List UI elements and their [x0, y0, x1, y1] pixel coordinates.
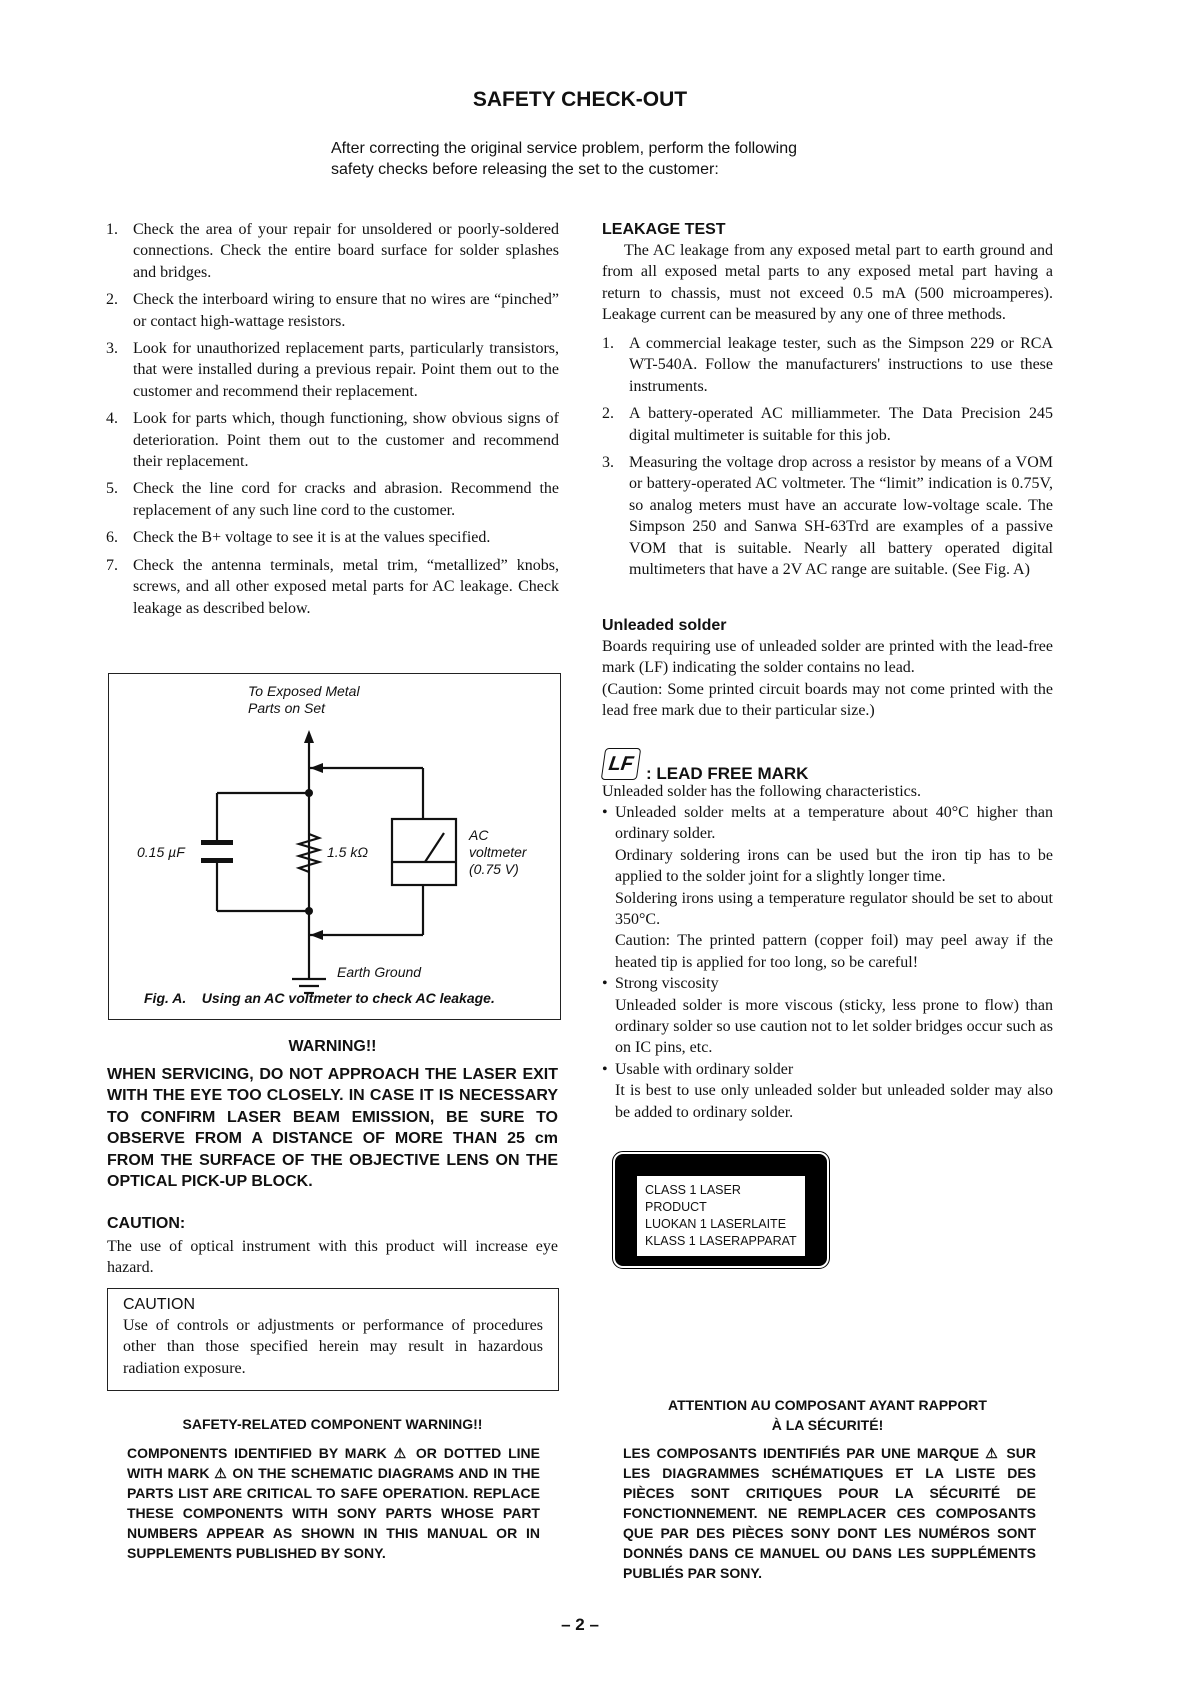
safety-checks-list [106, 219, 559, 625]
list-item [106, 408, 559, 472]
item-text: Check the line cord for cracks and abrasion. Recommend the replacement of any such line cord to the customer. [133, 480, 559, 519]
item-text: A commercial leakage tester, such as the Simpson 229 or RCA WT-540A. Follow the manufacturers' instructions to use these instruments. [629, 335, 1053, 395]
item-text: Look for unauthorized replacement parts, particularly transistors, that were installed during a previous repair. Point them out to the customer and recommend their replacement. [133, 340, 559, 400]
laser-label-line: LUOKAN 1 LASERLAITE [645, 1217, 787, 1231]
item-number: 3. [602, 454, 614, 472]
intro-text [331, 138, 797, 180]
page-number: – 2 – [561, 1615, 599, 1634]
bullet-line: Caution: The printed pattern (copper foil) may peel away if the heated tip is applied for too long, so be careful! [615, 932, 1053, 971]
item-number: 5. [106, 480, 118, 498]
safety-warning-fr-title: À LA SÉCURITÉ! [771, 1417, 884, 1433]
list-item [602, 452, 1053, 580]
safety-warning-title: SAFETY-RELATED COMPONENT WARNING!! [182, 1416, 483, 1432]
item-number: 1. [602, 335, 614, 352]
item-text: Check the B+ voltage to see it is at the values specified. [133, 529, 491, 547]
voltmeter-label: AC [469, 827, 489, 843]
intro-line: After correcting the original service problem, perform the following [331, 140, 797, 157]
safety-warning-text: COMPONENTS IDENTIFIED BY MARK ⚠ OR DOTTED LINE WITH MARK ⚠ ON THE SCHEMATIC DIAGRAMS AND IN THE PARTS LIST ARE CRITICAL TO SAFE OPERATION. REPLACE THESE COMPONENTS WITH SONY PARTS WHOSE PART NUMBERS APPEAR AS SHOWN IN THIS MANUAL OR IN SUPPLEMENTS PUBLISHED BY SONY. [127, 1445, 540, 1561]
bullet-item [602, 1059, 1053, 1123]
bullet-head: Strong viscosity [615, 975, 719, 993]
list-item [106, 527, 559, 548]
list-item [106, 555, 559, 619]
item-text: Check the area of your repair for unsoldered or poorly-soldered connections. Check the entire board surface for solder splashes and bridges. [133, 221, 559, 281]
lead-free-logo [601, 748, 641, 780]
caution-text: The use of optical instrument with this product will increase eye hazard. [107, 1238, 558, 1277]
item-text: Measuring the voltage drop across a resistor by means of a VOM or battery-operated AC voltmeter. The “limit” indication is 0.75V, so analog meters must have an accurate low-voltage scale. The Simpson 250 and Sanwa SH-63Trd are examples of a passive VOM that is suitable. Nearly all battery operated digital multimeters that have a 2V AC range are suitable. (See Fig. A) [629, 454, 1053, 579]
bullet-item [602, 802, 1053, 973]
laser-warning-text: WHEN SERVICING, DO NOT APPROACH THE LASER EXIT WITH THE EYE TOO CLOSELY. IN CASE IT IS NECESSARY TO CONFIRM LASER BEAM EMISSION, BE SURE TO OBSERVE FROM A DISTANCE OF MORE THAN 25 cm FROM THE SURFACE OF THE OBJECTIVE LENS ON THE OPTICAL PICK-UP BLOCK. [107, 1066, 558, 1191]
bullet-icon: • [602, 1060, 608, 1078]
bullet-head: Unleaded solder melts at a temperature about 40°C higher than ordinary solder. [615, 804, 1053, 843]
item-number: 2. [602, 405, 614, 423]
item-text: Check the interboard wiring to ensure that no wires are “pinched” or contact high-wattage resistors. [133, 291, 559, 330]
item-number: 7. [106, 556, 118, 574]
unleaded-solder-caution: (Caution: Some printed circuit boards may not come printed with the lead free mark due to their particular size.) [602, 680, 1053, 720]
safety-warning-fr-title: ATTENTION AU COMPOSANT AYANT RAPPORT [668, 1397, 987, 1413]
lead-free-logo-text: LF [607, 753, 635, 775]
bullet-head: Usable with ordinary solder [615, 1060, 794, 1078]
item-number: 2. [106, 291, 118, 309]
item-text: A battery-operated AC milliammeter. The Data Precision 245 digital multimeter is suitable for this job. [629, 405, 1053, 444]
leakage-test-text: The AC leakage from any exposed metal part to earth ground and from all exposed metal parts to any exposed metal part having a return to chassis, must not exceed 0.5 mA (500 microamperes). Leakage current can be measured by any one of three methods. [602, 242, 1053, 324]
item-text: Look for parts which, though functioning, show obvious signs of deterioration. Point them out to the customer and recommend their replacement. [133, 410, 559, 471]
caution-box-text: Use of controls or adjustments or performance of procedures other than those specified herein may result in hazardous radiation exposure. [123, 1317, 543, 1377]
list-item [106, 289, 559, 332]
laser-label-line: KLASS 1 LASERAPPARAT [645, 1234, 797, 1248]
list-item [106, 338, 559, 402]
item-text: Check the antenna terminals, metal trim, “metallized” knobs, screws, and all other exposed metal parts for AC leakage. Check leakage as described below. [133, 556, 559, 617]
list-item [106, 219, 559, 283]
caution-box [107, 1288, 559, 1391]
lead-free-mark-title: : LEAD FREE MARK [646, 764, 809, 783]
list-item [106, 478, 559, 521]
resistor-label: 1.5 kΩ [327, 844, 369, 860]
item-number: 4. [106, 410, 118, 428]
figure-a [108, 673, 561, 1020]
voltmeter-label: voltmeter [469, 844, 527, 860]
bullet-line: Soldering irons using a temperature regulator should be set to about 350°C. [615, 889, 1053, 929]
leakage-test-title: LEAKAGE TEST [602, 221, 726, 238]
lead-free-characteristics [602, 802, 1053, 1123]
laser-label-line: CLASS 1 LASER PRODUCT [645, 1183, 741, 1214]
unleaded-solder-title: Unleaded solder [602, 617, 727, 634]
leakage-methods-list [602, 333, 1053, 586]
figure-top-label: To Exposed Metal [248, 683, 360, 699]
figure-top-label: Parts on Set [248, 700, 326, 716]
page-title: SAFETY CHECK-OUT [472, 88, 688, 111]
item-number: 3. [106, 340, 118, 358]
bullet-line: It is best to use only unleaded solder but unleaded solder may also be added to ordinary solder. [615, 1082, 1053, 1121]
bullet-line: Unleaded solder is more viscous (sticky, less prone to flow) than ordinary solder so use caution not to let solder bridges occur such as on IC pins, etc. [615, 996, 1053, 1057]
list-item [602, 403, 1053, 446]
bullet-item [602, 973, 1053, 1059]
voltmeter-label: (0.75 V) [469, 861, 519, 877]
intro-line: safety checks before releasing the set to the customer: [331, 161, 719, 178]
item-number: 1. [106, 221, 118, 238]
figure-caption: Fig. A. Using an AC voltmeter to check AC leakage. [144, 990, 495, 1006]
capacitor-label: 0.15 µF [137, 844, 185, 860]
caution-box-title: CAUTION [123, 1296, 195, 1313]
safety-warning-fr-text: LES COMPOSANTS IDENTIFIÉS PAR UNE MARQUE ⚠ SUR LES DIAGRAMMES SCHÉMATIQUES ET LA LISTE DES PIÈCES SONT CRITIQUES POUR LA SÉCURITÉ DE FONCTIONNEMENT. NE REMPLACER CES COMPOSANTS QUE PAR DES PIÈCES SONY DONT LES NUMÉROS SONT DONNÉS DANS CE MANUEL OU DANS LES SUPPLÉMENTS PUBLIÉS PAR SONY. [623, 1445, 1036, 1581]
laser-class-label [613, 1152, 829, 1268]
item-number: 6. [106, 529, 118, 547]
bullet-icon: • [602, 804, 608, 821]
unleaded-solder-text: Boards requiring use of unleaded solder are printed with the lead-free mark (LF) indicating the solder contains no lead. [602, 638, 1053, 677]
earth-ground-label: Earth Ground [337, 964, 422, 980]
lead-free-intro: Unleaded solder has the following characteristics. [602, 783, 921, 800]
list-item [602, 333, 1053, 397]
caution-title: CAUTION: [107, 1215, 186, 1232]
bullet-line: Ordinary soldering irons can be used but the iron tip has to be applied to the solder joint for a slightly longer time. [615, 846, 1053, 886]
bullet-icon: • [602, 975, 608, 993]
warning-title: WARNING!! [288, 1038, 377, 1055]
